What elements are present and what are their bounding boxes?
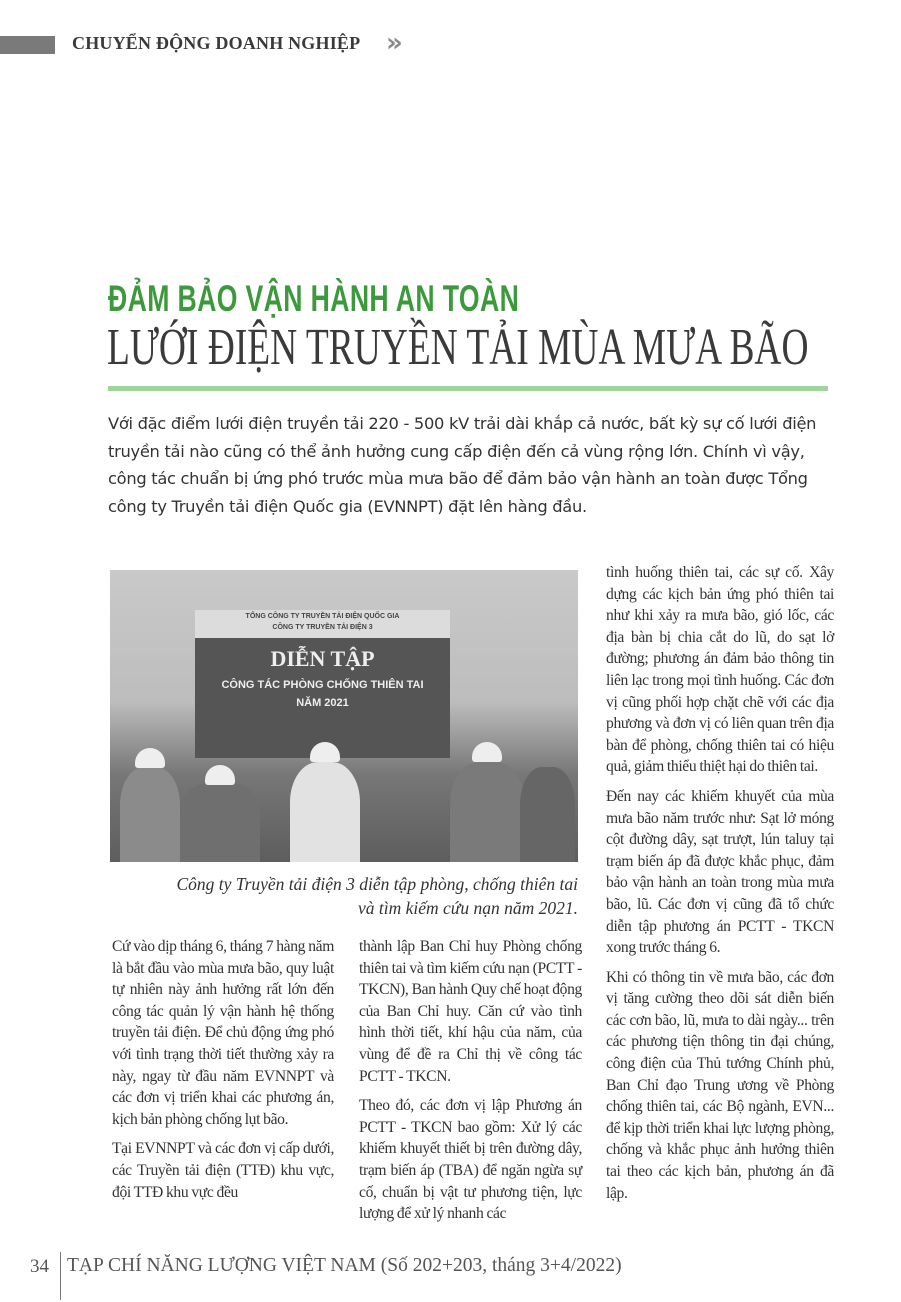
- column-3: [606, 562, 834, 1212]
- banner-line: NĂM 2021: [296, 697, 349, 709]
- section-color-bar: [0, 36, 55, 54]
- article-photo: [110, 570, 578, 862]
- photo-banner: [195, 610, 450, 758]
- photo-person: [180, 782, 260, 862]
- paragraph: tình huống thiên tai, các sự cố. Xây dựng các kịch bản ứng phó thiên tai như khi xảy ra mưa bão, gió lốc, các địa bàn bị chia cắt do lũ, do sạt lở đường; phương án đảm bảo thông tin liên lạc trong mọi tình huống. Các đơn vị cũng phối hợp chặt chẽ với các địa phương và đơn vị có liên quan trên địa bàn để phòng, chống thiên tai có hiệu quả, giảm thiểu thiệt hại do thiên tai.: [606, 564, 834, 776]
- helmet: [472, 742, 502, 762]
- helmet: [135, 748, 165, 768]
- column-1: [112, 936, 334, 1211]
- paragraph: Tại EVNNPT và các đơn vị cấp dưới, các Truyền tải điện (TTĐ) khu vực, đội TTĐ khu vực đều: [112, 1140, 334, 1201]
- footer-divider: [60, 1252, 61, 1300]
- page-number: 34: [30, 1256, 49, 1277]
- title-divider: [108, 386, 828, 391]
- paragraph: Cứ vào dịp tháng 6, tháng 7 hàng năm là bắt đầu vào mùa mưa bão, quy luật tự nhiên này ảnh hưởng rất lớn đến công tác quản lý vận hành hệ thống truyền tải điện. Để chủ động ứng phó với tình trạng thời tiết thường xảy ra này, ngay từ đầu năm EVNNPT và các đơn vị triển khai các phương án, kịch bản phòng chống lụt bão.: [112, 938, 334, 1128]
- helmet: [205, 765, 235, 785]
- section-title: CHUYỂN ĐỘNG DOANH NGHIỆP: [72, 33, 361, 53]
- banner-line: CÔNG TÁC PHÒNG CHỐNG THIÊN TAI: [221, 679, 424, 691]
- paragraph: thành lập Ban Chỉ huy Phòng chống thiên tai và tìm kiếm cứu nạn (PCTT - TKCN), Ban hành Quy chế hoạt động của Ban Chỉ huy. Căn cứ vào tình hình thời tiết, khí hậu của năm, của vùng để đề ra Chỉ thị về công tác PCTT - TKCN.: [359, 938, 582, 1085]
- paragraph: Khi có thông tin về mưa bão, các đơn vị tăng cường theo dõi sát diễn biến các cơn bão, lũ, mưa to dài ngày... trên các phương tiện thông tin đại chúng, công điện của Thủ tướng Chính phủ, Ban Chỉ đạo Trung ương về Phòng chống thiên tai, các Bộ ngành, EVN... để kịp thời triển khai lực lượng phòng, chống và khắc phục ảnh hưởng thiên tai theo các kịch bản, phương án đã lập.: [606, 968, 834, 1202]
- banner-line: TỔNG CÔNG TY TRUYỀN TẢI ĐIỆN QUỐC GIA: [245, 613, 400, 620]
- caption-line: Công ty Truyền tải điện 3 diễn tập phòng, chống thiên tai: [176, 874, 578, 894]
- lead-paragraph: Với đặc điểm lưới điện truyền tải 220 - 500 kV trải dài khắp cả nước, bất kỳ sự cố lưới điện truyền tải nào cũng có thể ảnh hưởng cung cấp điện đến cả vùng rộng lớn. Chính vì vậy, công tác chuẩn bị ứng phó trước mùa mưa bão để đảm bảo vận hành an toàn được Tổng công ty Truyền tải điện Quốc gia (EVNNPT) đặt lên hàng đầu.: [108, 414, 817, 516]
- photo-person: [520, 767, 575, 862]
- photo-person: [120, 767, 180, 862]
- photo-person: [450, 762, 525, 862]
- paragraph: Theo đó, các đơn vị lập Phương án PCTT - TKCN bao gồm: Xử lý các khiếm khuyết thiết bị trên đường dây, trạm biến áp (TBA) để ngăn ngừa sự cố, chuẩn bị vật tư phương tiện, lực lượng để xử lý nhanh các: [359, 1097, 582, 1223]
- paragraph: Đến nay các khiếm khuyết của mùa mưa bão năm trước như: Sạt lở móng cột đường dây, sạt trượt, lún taluy tại trạm biến áp đã được khắc phục, đảm bảo vận hành an toàn trong mùa mưa bão, lũ. Các đơn vị cũng đã tổ chức diễn tập phương án PCTT - TKCN xong trước tháng 6.: [606, 787, 834, 957]
- chevron-right-icon: »: [386, 28, 403, 58]
- headline-line-2: LƯỚI ĐIỆN TRUYỀN TẢI MÙA MƯA BÃO: [107, 319, 809, 376]
- caption-line: và tìm kiếm cứu nạn năm 2021.: [358, 898, 578, 918]
- headline-line-1: ĐẢM BẢO VẬN HÀNH AN TOÀN: [108, 278, 520, 319]
- photo-person: [290, 762, 360, 862]
- column-2: [359, 936, 582, 1233]
- magazine-footer: TẠP CHÍ NĂNG LƯỢNG VIỆT NAM (Số 202+203, tháng 3+4/2022): [67, 1255, 622, 1276]
- banner-line: CÔNG TY TRUYỀN TẢI ĐIỆN 3: [272, 624, 373, 631]
- banner-line: DIỄN TẬP: [270, 646, 375, 671]
- photo-caption: [110, 872, 578, 920]
